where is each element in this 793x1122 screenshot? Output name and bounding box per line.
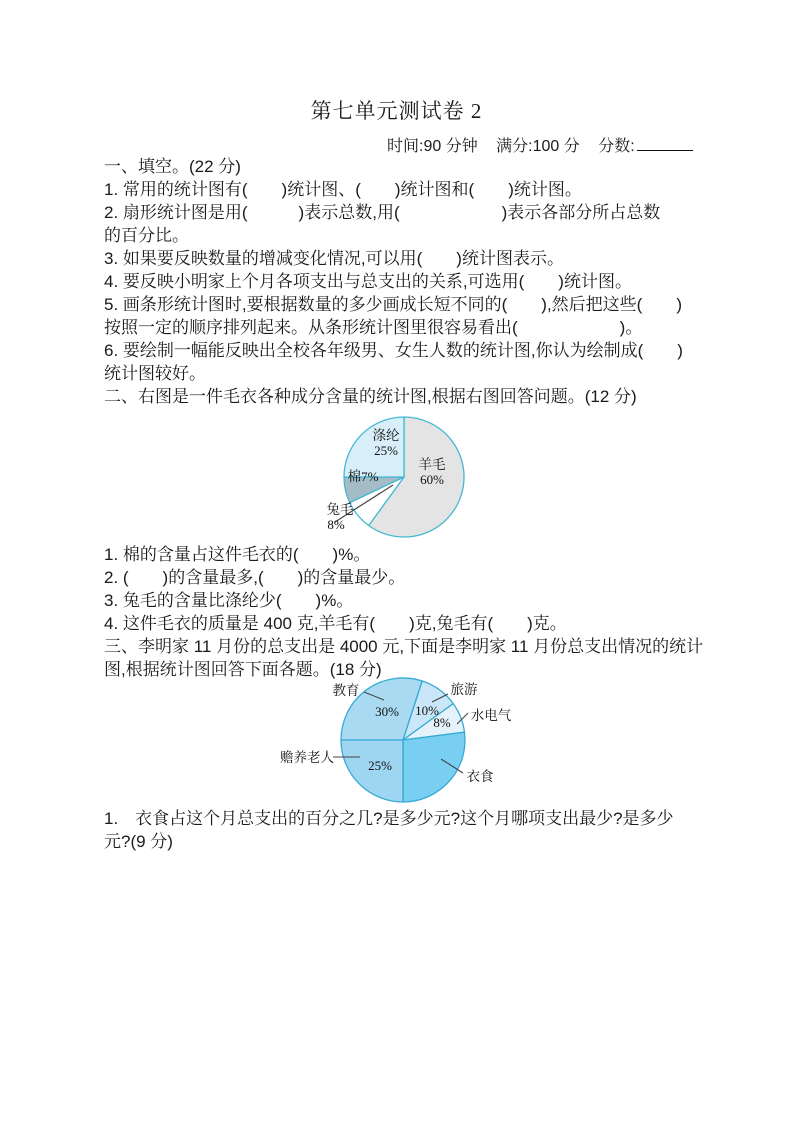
text-line: 2. 扇形统计图是用( )表示总数,用( )表示各部分所占总数 [104,203,661,222]
slice-pct-polyester: 25% [374,443,398,458]
text-line: 1. 常用的统计图有( )统计图、( )统计图和( )统计图。 [104,180,582,199]
exam-score-label: 分数: [598,138,635,155]
slice-pct-elderly-support: 25% [368,758,392,773]
slice-label-travel: 旅游 [450,682,478,697]
score-blank-line [637,135,693,151]
text-line: 按照一定的顺序排列起来。从条形统计图里很容易看出( )。 [104,318,643,337]
section-1-fill-in-blanks [104,155,724,408]
slice-pct-wool: 60% [420,472,444,487]
text-line: 一、填空。(22 分) [104,157,241,176]
text-line: 2. ( )的含量最多,( )的含量最少。 [104,568,406,587]
page-title: 第七单元测试卷 2 [310,99,483,123]
text-line: 统计图较好。 [104,364,206,383]
slice-label-wool: 羊毛 [418,457,446,472]
text-line: 3. 兔毛的含量比涤纶少( )%。 [104,591,354,610]
text-line: 5. 画条形统计图时,要根据数量的多少画成长短不同的( ),然后把这些( ) [104,295,682,314]
text-line: 二、右图是一件毛衣各种成分含量的统计图,根据右图回答问题。(12 分) [104,387,637,406]
slice-label-food-clothing: 衣食 [466,769,494,784]
text-line: 4. 这件毛衣的质量是 400 克,羊毛有( )克,兔毛有( )克。 [104,614,567,633]
text-line: 图,根据统计图回答下面各题。(18 分) [104,660,382,679]
text-line: 元?(9 分) [104,832,173,851]
slice-label-rabbit-hair: 兔毛 [326,502,354,517]
section-2-questions [104,543,724,681]
slice-label-cotton: 棉7% [347,469,379,484]
text-line: 的百分比。 [104,226,189,245]
text-line: 3. 如果要反映数量的增减变化情况,可以用( )统计图表示。 [104,249,564,268]
exam-full-score: 满分:100 分 [496,138,580,155]
exam-info-line [387,133,693,156]
text-line: 4. 要反映小明家上个月各项支出与总支出的关系,可选用( )统计图。 [104,272,632,291]
slice-pct-rabbit-hair: 8% [327,517,345,532]
text-line: 1. 衣食占这个月总支出的百分之几?是多少元?这个月哪项支出最少?是多少 [104,809,674,828]
text-line: 6. 要绘制一幅能反映出全校各年级男、女生人数的统计图,你认为绘制成( ) [104,341,683,360]
slice-label-elderly-support: 赡养老人 [280,750,334,765]
slice-pct-travel: 10% [415,703,439,718]
slice-label-polyester: 涤纶 [372,428,400,443]
sweater-composition-pie-chart [305,412,505,546]
text-line: 三、李明家 11 月份的总支出是 4000 元,下面是李明家 11 月份总支出情况的统计 [104,637,704,656]
slice-pct-education: 30% [375,704,399,719]
slice-label-utilities: 水电气 [470,708,512,723]
text-line: 1. 棉的含量占这件毛衣的( )%。 [104,545,371,564]
slice-pct-utilities: 8% [433,715,451,730]
expenses-pie-chart [268,670,528,812]
exam-time: 时间:90 分钟 [387,138,478,155]
section-3-questions [104,807,724,853]
pie-slice-food-clothing [403,732,465,802]
slice-label-education: 教育 [332,683,360,698]
